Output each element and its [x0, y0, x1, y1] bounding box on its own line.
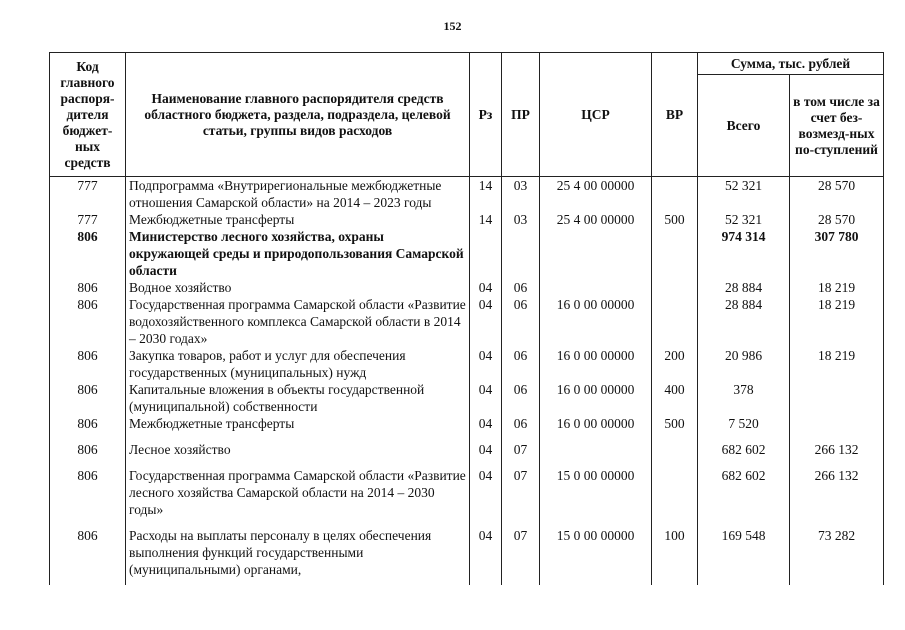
cell-code: 806	[50, 518, 126, 585]
cell-total: 28 884	[698, 296, 790, 347]
cell-code: 806	[50, 296, 126, 347]
header-vr: ВР	[652, 53, 698, 177]
cell-csr: 16 0 00 00000	[540, 415, 652, 432]
cell-total: 682 602	[698, 458, 790, 518]
cell-rz: 04	[470, 432, 502, 458]
cell-pr: 06	[502, 279, 540, 296]
cell-pr: 06	[502, 347, 540, 381]
table-row	[50, 211, 884, 228]
header-csr: ЦСР	[540, 53, 652, 177]
cell-vr: 200	[652, 347, 698, 381]
cell-total: 378	[698, 381, 790, 415]
cell-vr	[652, 296, 698, 347]
cell-name: Капитальные вложения в объекты государственной (муниципальной) собственности	[126, 381, 470, 415]
cell-csr	[540, 228, 652, 279]
header-free: в том числе за счет без-возмезд-ных по-ступлений	[790, 75, 884, 177]
cell-csr	[540, 279, 652, 296]
cell-csr: 16 0 00 00000	[540, 296, 652, 347]
header-code: Код главного распоря-дителя бюджет-ных средств	[50, 53, 126, 177]
cell-name: Закупка товаров, работ и услуг для обеспечения государственных (муниципальных) нужд	[126, 347, 470, 381]
table-row	[50, 432, 884, 458]
cell-free: 28 570	[790, 177, 884, 212]
cell-csr: 15 0 00 00000	[540, 458, 652, 518]
cell-code: 806	[50, 228, 126, 279]
cell-vr	[652, 432, 698, 458]
cell-pr: 03	[502, 177, 540, 212]
table-row	[50, 347, 884, 381]
cell-rz: 14	[470, 177, 502, 212]
table-row	[50, 296, 884, 347]
table-row	[50, 458, 884, 518]
header-pr: ПР	[502, 53, 540, 177]
header-name: Наименование главного распорядителя средств областного бюджета, раздела, подраздела, целевой статьи, группы видов расходов	[126, 53, 470, 177]
table-row	[50, 177, 884, 212]
cell-name: Межбюджетные трансферты	[126, 415, 470, 432]
table-header	[50, 53, 884, 177]
cell-free: 73 282	[790, 518, 884, 585]
cell-free: 307 780	[790, 228, 884, 279]
cell-free: 18 219	[790, 296, 884, 347]
cell-code: 806	[50, 381, 126, 415]
cell-name: Межбюджетные трансферты	[126, 211, 470, 228]
cell-vr	[652, 228, 698, 279]
table-body	[50, 177, 884, 586]
cell-pr: 03	[502, 211, 540, 228]
cell-total: 169 548	[698, 518, 790, 585]
cell-total: 28 884	[698, 279, 790, 296]
page-number: 152	[443, 19, 462, 33]
cell-name: Министерство лесного хозяйства, охраны окружающей среды и природопользования Самарской области	[126, 228, 470, 279]
table-row	[50, 415, 884, 432]
cell-free: 266 132	[790, 458, 884, 518]
cell-pr: 06	[502, 381, 540, 415]
cell-code: 806	[50, 458, 126, 518]
cell-name: Государственная программа Самарской области «Развитие водохозяйственного комплекса Самарской области в 2014 – 2030 годах»	[126, 296, 470, 347]
cell-name: Расходы на выплаты персоналу в целях обеспечения выполнения функций государственными (муниципальными) органами,	[126, 518, 470, 585]
cell-name: Лесное хозяйство	[126, 432, 470, 458]
cell-code: 777	[50, 177, 126, 212]
cell-rz: 04	[470, 458, 502, 518]
cell-csr: 15 0 00 00000	[540, 518, 652, 585]
cell-name: Водное хозяйство	[126, 279, 470, 296]
header-total: Всего	[698, 75, 790, 177]
cell-free: 28 570	[790, 211, 884, 228]
cell-rz: 04	[470, 296, 502, 347]
table-row	[50, 279, 884, 296]
cell-csr: 25 4 00 00000	[540, 177, 652, 212]
cell-name: Подпрограмма «Внутрирегиональные межбюджетные отношения Самарской области» на 2014 – 2023 годы	[126, 177, 470, 212]
budget-table	[49, 52, 884, 585]
cell-vr	[652, 279, 698, 296]
cell-free: 266 132	[790, 432, 884, 458]
cell-pr: 06	[502, 415, 540, 432]
cell-total: 974 314	[698, 228, 790, 279]
cell-total: 20 986	[698, 347, 790, 381]
cell-rz: 04	[470, 518, 502, 585]
cell-pr: 07	[502, 518, 540, 585]
cell-vr	[652, 458, 698, 518]
cell-free: 18 219	[790, 347, 884, 381]
cell-csr: 25 4 00 00000	[540, 211, 652, 228]
cell-total: 52 321	[698, 177, 790, 212]
cell-free	[790, 381, 884, 415]
cell-name: Государственная программа Самарской области «Развитие лесного хозяйства Самарской области на 2014 – 2030 годы»	[126, 458, 470, 518]
header-sum: Сумма, тыс. рублей	[698, 53, 884, 75]
cell-csr: 16 0 00 00000	[540, 381, 652, 415]
header-rz: Рз	[470, 53, 502, 177]
cell-code: 806	[50, 415, 126, 432]
cell-pr: 07	[502, 458, 540, 518]
cell-code: 806	[50, 347, 126, 381]
cell-vr: 100	[652, 518, 698, 585]
cell-free: 18 219	[790, 279, 884, 296]
cell-pr	[502, 228, 540, 279]
cell-code: 806	[50, 279, 126, 296]
table-row	[50, 228, 884, 279]
cell-csr: 16 0 00 00000	[540, 347, 652, 381]
cell-rz: 04	[470, 415, 502, 432]
cell-code: 777	[50, 211, 126, 228]
cell-total: 682 602	[698, 432, 790, 458]
cell-free	[790, 415, 884, 432]
cell-vr	[652, 177, 698, 212]
cell-vr: 400	[652, 381, 698, 415]
cell-vr: 500	[652, 211, 698, 228]
cell-pr: 06	[502, 296, 540, 347]
cell-total: 7 520	[698, 415, 790, 432]
cell-rz: 04	[470, 347, 502, 381]
cell-pr: 07	[502, 432, 540, 458]
table-row	[50, 381, 884, 415]
table-row	[50, 518, 884, 585]
cell-vr: 500	[652, 415, 698, 432]
cell-rz: 04	[470, 381, 502, 415]
cell-rz: 14	[470, 211, 502, 228]
cell-rz: 04	[470, 279, 502, 296]
cell-csr	[540, 432, 652, 458]
cell-rz	[470, 228, 502, 279]
cell-total: 52 321	[698, 211, 790, 228]
cell-code: 806	[50, 432, 126, 458]
